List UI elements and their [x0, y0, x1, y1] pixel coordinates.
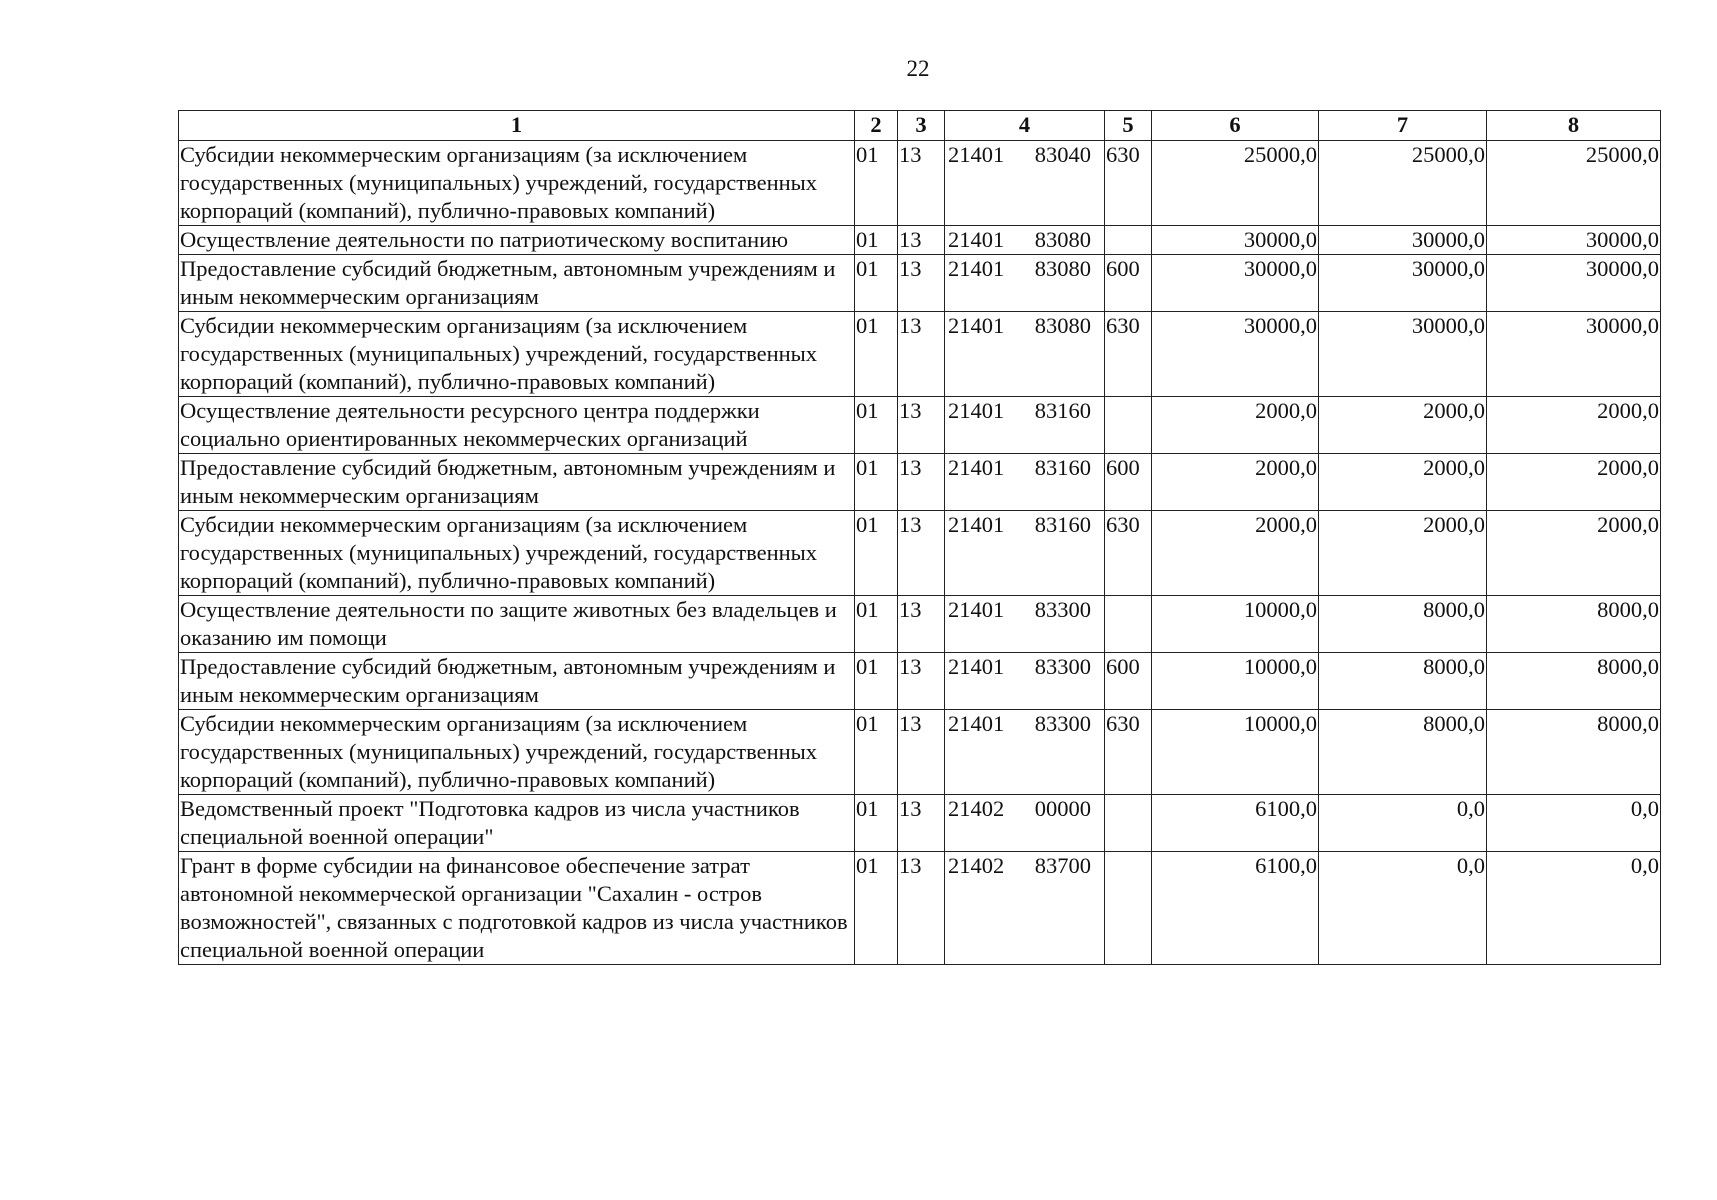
direction-code: 83160	[1034, 512, 1091, 537]
amount-col6-cell: 2000,0	[1152, 454, 1319, 511]
amount-col8-cell: 2000,0	[1487, 397, 1661, 454]
table-row	[179, 710, 1661, 795]
table-row	[179, 511, 1661, 596]
amount-col8-cell: 8000,0	[1487, 710, 1661, 795]
table-row	[179, 397, 1661, 454]
target-article-cell	[945, 795, 1105, 852]
column-header: 2	[855, 111, 898, 141]
direction-code: 83700	[1034, 853, 1091, 878]
row-name-cell: Субсидии некоммерческим организациям (за исключением государственных (муниципальных) учреждений, государственных корпораций (компаний), публично-правовых компаний)	[179, 710, 855, 795]
amount-col6-cell: 6100,0	[1152, 795, 1319, 852]
program-code: 21402	[948, 796, 1005, 821]
expense-type-cell	[1105, 852, 1152, 965]
direction-code: 83160	[1034, 398, 1091, 423]
row-name-cell: Субсидии некоммерческим организациям (за исключением государственных (муниципальных) учреждений, государственных корпораций (компаний), публично-правовых компаний)	[179, 511, 855, 596]
table-row	[179, 852, 1661, 965]
subsection-code-cell: 13	[898, 454, 945, 511]
program-code: 21401	[948, 256, 1005, 281]
amount-col8-cell: 30000,0	[1487, 226, 1661, 255]
section-code-cell: 01	[855, 141, 898, 226]
row-name-cell: Ведомственный проект "Подготовка кадров из числа участников специальной военной операции"	[179, 795, 855, 852]
expense-type-cell: 630	[1105, 141, 1152, 226]
subsection-code-cell: 13	[898, 852, 945, 965]
section-code-cell: 01	[855, 255, 898, 312]
program-code: 21401	[948, 512, 1005, 537]
subsection-code-cell: 13	[898, 141, 945, 226]
budget-table	[178, 110, 1661, 965]
subsection-code-cell: 13	[898, 226, 945, 255]
amount-col8-cell: 2000,0	[1487, 454, 1661, 511]
column-header: 4	[945, 111, 1105, 141]
program-code: 21401	[948, 313, 1005, 338]
amount-col6-cell: 30000,0	[1152, 255, 1319, 312]
subsection-code-cell: 13	[898, 596, 945, 653]
amount-col7-cell: 2000,0	[1319, 397, 1487, 454]
page-number: 22	[906, 56, 930, 81]
section-code-cell: 01	[855, 312, 898, 397]
program-code: 21401	[948, 398, 1005, 423]
column-header: 8	[1487, 111, 1661, 141]
row-name-cell: Осуществление деятельности по патриотическому воспитанию	[179, 226, 855, 255]
amount-col6-cell: 10000,0	[1152, 710, 1319, 795]
program-code: 21401	[948, 597, 1005, 622]
expense-type-cell	[1105, 596, 1152, 653]
section-code-cell: 01	[855, 454, 898, 511]
table-row	[179, 226, 1661, 255]
target-article-cell	[945, 710, 1105, 795]
row-name-cell: Предоставление субсидий бюджетным, автономным учреждениям и иным некоммерческим организациям	[179, 454, 855, 511]
amount-col6-cell: 30000,0	[1152, 312, 1319, 397]
amount-col7-cell: 25000,0	[1319, 141, 1487, 226]
amount-col6-cell: 10000,0	[1152, 596, 1319, 653]
expense-type-cell: 600	[1105, 255, 1152, 312]
row-name-cell: Предоставление субсидий бюджетным, автономным учреждениям и иным некоммерческим организациям	[179, 653, 855, 710]
amount-col7-cell: 30000,0	[1319, 255, 1487, 312]
expense-type-cell	[1105, 795, 1152, 852]
amount-col8-cell: 2000,0	[1487, 511, 1661, 596]
direction-code: 83300	[1034, 597, 1091, 622]
section-code-cell: 01	[855, 653, 898, 710]
section-code-cell: 01	[855, 511, 898, 596]
amount-col8-cell: 8000,0	[1487, 653, 1661, 710]
subsection-code-cell: 13	[898, 255, 945, 312]
amount-col8-cell: 0,0	[1487, 852, 1661, 965]
target-article-cell	[945, 653, 1105, 710]
subsection-code-cell: 13	[898, 312, 945, 397]
row-name-cell: Грант в форме субсидии на финансовое обеспечение затрат автономной некоммерческой организации "Сахалин - остров возможностей", связанных с подготовкой кадров из числа участников специальной военной операции	[179, 852, 855, 965]
target-article-cell	[945, 397, 1105, 454]
direction-code: 83080	[1034, 227, 1091, 252]
amount-col7-cell: 0,0	[1319, 795, 1487, 852]
target-article-cell	[945, 312, 1105, 397]
column-header: 5	[1105, 111, 1152, 141]
table-row	[179, 141, 1661, 226]
amount-col8-cell: 25000,0	[1487, 141, 1661, 226]
section-code-cell: 01	[855, 226, 898, 255]
subsection-code-cell: 13	[898, 397, 945, 454]
column-header: 3	[898, 111, 945, 141]
column-header: 1	[179, 111, 855, 141]
expense-type-cell: 600	[1105, 653, 1152, 710]
amount-col7-cell: 0,0	[1319, 852, 1487, 965]
expense-type-cell	[1105, 397, 1152, 454]
target-article-cell	[945, 596, 1105, 653]
amount-col7-cell: 8000,0	[1319, 653, 1487, 710]
row-name-cell: Предоставление субсидий бюджетным, автономным учреждениям и иным некоммерческим организациям	[179, 255, 855, 312]
amount-col7-cell: 2000,0	[1319, 454, 1487, 511]
expense-type-cell: 630	[1105, 710, 1152, 795]
program-code: 21402	[948, 853, 1005, 878]
row-name-cell: Осуществление деятельности по защите животных без владельцев и оказанию им помощи	[179, 596, 855, 653]
amount-col6-cell: 10000,0	[1152, 653, 1319, 710]
program-code: 21401	[948, 654, 1005, 679]
table-row	[179, 653, 1661, 710]
amount-col6-cell: 30000,0	[1152, 226, 1319, 255]
amount-col8-cell: 0,0	[1487, 795, 1661, 852]
subsection-code-cell: 13	[898, 653, 945, 710]
section-code-cell: 01	[855, 795, 898, 852]
program-code: 21401	[948, 227, 1005, 252]
amount-col6-cell: 6100,0	[1152, 852, 1319, 965]
amount-col7-cell: 2000,0	[1319, 511, 1487, 596]
program-code: 21401	[948, 711, 1005, 736]
amount-col8-cell: 30000,0	[1487, 255, 1661, 312]
expense-type-cell: 630	[1105, 312, 1152, 397]
amount-col7-cell: 8000,0	[1319, 596, 1487, 653]
direction-code: 83300	[1034, 711, 1091, 736]
row-name-cell: Осуществление деятельности ресурсного центра поддержки социально ориентированных некоммерческих организаций	[179, 397, 855, 454]
section-code-cell: 01	[855, 710, 898, 795]
target-article-cell	[945, 226, 1105, 255]
direction-code: 00000	[1034, 796, 1091, 821]
target-article-cell	[945, 255, 1105, 312]
direction-code: 83040	[1034, 142, 1091, 167]
target-article-cell	[945, 852, 1105, 965]
amount-col8-cell: 8000,0	[1487, 596, 1661, 653]
amount-col6-cell: 2000,0	[1152, 397, 1319, 454]
target-article-cell	[945, 141, 1105, 226]
table-row	[179, 454, 1661, 511]
row-name-cell: Субсидии некоммерческим организациям (за исключением государственных (муниципальных) учреждений, государственных корпораций (компаний), публично-правовых компаний)	[179, 141, 855, 226]
subsection-code-cell: 13	[898, 710, 945, 795]
amount-col7-cell: 30000,0	[1319, 312, 1487, 397]
amount-col6-cell: 2000,0	[1152, 511, 1319, 596]
table-row	[179, 596, 1661, 653]
header-row	[179, 111, 1661, 141]
program-code: 21401	[948, 142, 1005, 167]
subsection-code-cell: 13	[898, 511, 945, 596]
row-name-cell: Субсидии некоммерческим организациям (за исключением государственных (муниципальных) учреждений, государственных корпораций (компаний), публично-правовых компаний)	[179, 312, 855, 397]
amount-col7-cell: 30000,0	[1319, 226, 1487, 255]
direction-code: 83080	[1034, 313, 1091, 338]
section-code-cell: 01	[855, 596, 898, 653]
expense-type-cell: 630	[1105, 511, 1152, 596]
table-row	[179, 255, 1661, 312]
amount-col8-cell: 30000,0	[1487, 312, 1661, 397]
target-article-cell	[945, 511, 1105, 596]
amount-col7-cell: 8000,0	[1319, 710, 1487, 795]
direction-code: 83160	[1034, 455, 1091, 480]
column-header: 7	[1319, 111, 1487, 141]
section-code-cell: 01	[855, 397, 898, 454]
target-article-cell	[945, 454, 1105, 511]
direction-code: 83300	[1034, 654, 1091, 679]
direction-code: 83080	[1034, 256, 1091, 281]
expense-type-cell	[1105, 226, 1152, 255]
expense-type-cell: 600	[1105, 454, 1152, 511]
table-row	[179, 795, 1661, 852]
amount-col6-cell: 25000,0	[1152, 141, 1319, 226]
section-code-cell: 01	[855, 852, 898, 965]
subsection-code-cell: 13	[898, 795, 945, 852]
program-code: 21401	[948, 455, 1005, 480]
column-header: 6	[1152, 111, 1319, 141]
table-row	[179, 312, 1661, 397]
